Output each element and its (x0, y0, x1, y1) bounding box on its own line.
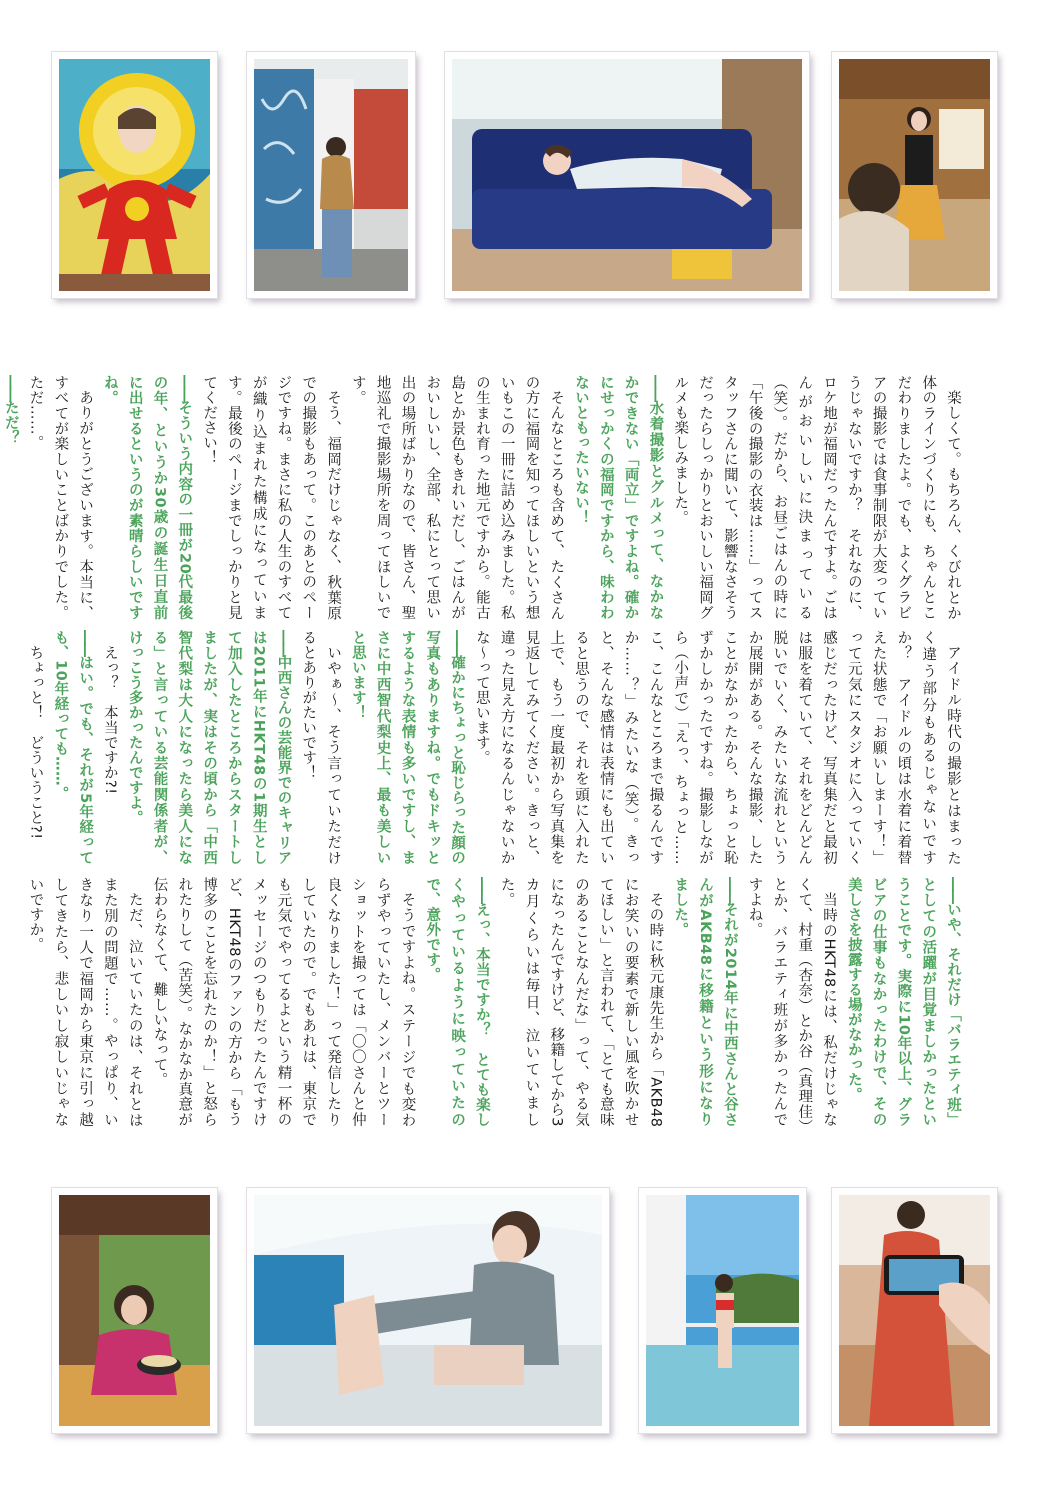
photo-blue-sofa (445, 52, 809, 298)
photo-street-vending-machine (247, 52, 415, 298)
answer-paragraph: そんなところも含めて、たくさんの方に福岡を知ってほしいという想いもこの一冊に詰め込みました。私の生まれ育った地元ですから。能古島とか景色もきれいだし、ごはんがおいしいし、全部、私にとって思い出の場所ばかりなので、皆さん、聖地巡礼で撮影場所を周ってほしいです。 (349, 375, 565, 620)
article-column-middle (27, 630, 965, 865)
answer-paragraph: 当時のHKT48には、私だけじゃなくて、村重（杏奈）とか谷（真理佳）とか、バラエティ班が多かったんですよね。 (746, 877, 838, 1127)
question-paragraph: ―― いや、それだけ「バラエティ班」としての活躍が目覚ましかったということです。実際に10年以上、グラビアの仕事もなかったわけで、その美しさを披露する場がなかった。 (841, 877, 965, 1127)
article-column-upper-right (2, 375, 965, 620)
question-paragraph: ―― 中西さんの芸能界でのキャリアは2011年にHKT48の1期生として加入したところからスタートしましたが、実はその頃から「中西智代梨は大人になったら美人になる」と言っている芸能関係者が、けっこう多かったんですよ。 (122, 630, 296, 865)
photo-smartphone-frame (832, 1188, 997, 1433)
question-paragraph: ―― ただ？ (0, 375, 23, 620)
answer-paragraph: いやぁ～、そう言っていただけるとありがたいです！ (300, 630, 342, 865)
answer-paragraph: アイドル時代の撮影とはまったく違う部分もあるじゃないですか？ アイドルの頃は水着に着替えた状態で「お願いしまーす！」って元気にスタジオに入っていく感じだったけど、写真集だと最初は服を着ていて、それをどんどん脱いでいく、みたいな流れというか展開がある。そんな撮影、したことがなかったから、ちょっと恥ずかしかったですね。撮影しながら（小声で）「えっ、ちょっと……こ、こんなところまで撮るんですか……？」みたいな（笑）。きっと、そんな感情は表情にも出ていると思うので、それを頭に入れた上で、もう一度最初から写真集を見返してみてください。きっと、違った見え方になるんじゃないかな～って思います。 (473, 630, 961, 865)
photo-face-cutout-board (52, 52, 217, 298)
answer-paragraph: ただ、泣いていたのは、それとはまた別の問題で……。やっぱり、いきなり一人で福岡から東京に引っ越してきたら、悲しいし寂しいじゃないですか。 (27, 877, 143, 1127)
photo-grey-sweater-stretch (247, 1188, 609, 1433)
question-paragraph: ―― 水着撮影とグルメって、なかなかできない「両立」ですよね。確かにせっかくの福岡ですから、味わわないともったいない！ (568, 375, 667, 620)
photo-eating-noodles (52, 1188, 217, 1433)
answer-paragraph: ちょっと！ どういうこと?! (27, 644, 44, 840)
article-column-lower (27, 877, 965, 1127)
answer-paragraph: えっ？ 本当ですか?! (101, 644, 118, 795)
question-paragraph: ―― えっ、本当ですか？ とても楽しくやっているように映っていたので、意外です。 (419, 877, 493, 1127)
question-paragraph: ―― それが2014年に中西さんと谷さんがAKB48に移籍という形になりました。 (667, 877, 741, 1127)
question-paragraph: ―― はい。でも、それが5年経っても、10年経っても……。 (48, 630, 98, 865)
photo-poolside-balcony (639, 1188, 806, 1433)
question-paragraph: ―― 確かにちょっと恥じらった顔の写真もありますね。でもドキッとするような表情も多いですし、まさに中西智代梨史上、最も美しいと思います！ (345, 630, 469, 865)
photo-cafe-interior (832, 52, 997, 298)
answer-paragraph: ありがとうございます。本当に、すべてが楽しいことばかりでした。ただ……。 (27, 375, 94, 620)
answer-paragraph: そう、福岡だけじゃなく、秋葉原での撮影もあって。このあとのページですね。まさに私の人生のすべてが織り込まれた構成になっています。最後のページまでしっかりと見てください！ (201, 375, 342, 620)
answer-paragraph: その時に秋元康先生から「AKB48にお笑いの要素で新しい風を吹かせてほしい」と言われて、「とても意味のあることなんだな」って、やる気になったんですけど、移籍してから3カ月くらいは毎日、泣いていました。 (498, 877, 664, 1127)
answer-paragraph: そうですよね。ステージでも変わらずやっていたし、メンバーとツーショットを撮っては「〇〇さんと仲良くなりました！」って発信したりしていたので。でもあれは、東京でも元気でやってるよという精一杯のメッセージのつもりだったんですけど、HKT48のファンの方から「もう博多のことを忘れたのか！」と怒られたりして（苦笑）。なかなか真意が伝わらなくて、難しいなって。 (151, 877, 416, 1127)
question-paragraph: ―― そういう内容の一冊が20代最後の年、というか30歳の誕生日直前に出せるというのが素晴らしいですね。 (97, 375, 196, 620)
answer-paragraph: 楽しくて。もちろん、くびれとか体のラインづくりにも、ちゃんとこだわりましたよ。でも、よくグラビアの撮影では食事制限が大変っていうじゃないですか？ それなのに、ロケ地が福岡だったんですよ。ごはんがおいしいに決まっている（笑）。だから、お昼ごはんの時に「午後の撮影の衣装は……」ってスタッフさんに聞いて、影響なさそうだったらしっかりとおいしい福岡グルメも楽しみました。 (672, 375, 961, 620)
